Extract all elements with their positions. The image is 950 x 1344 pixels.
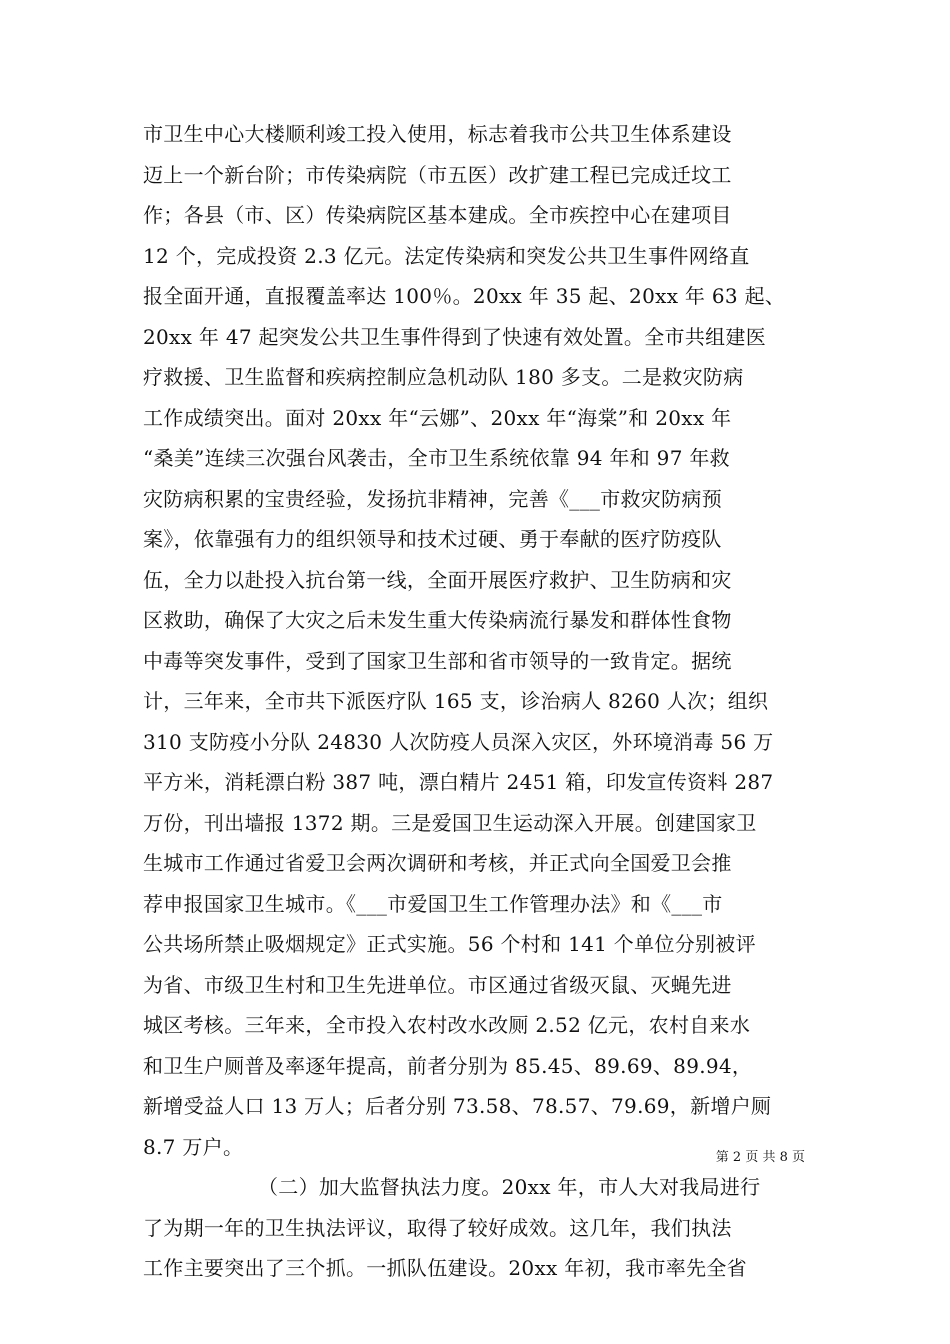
text-line: 了为期一年的卫生执法评议，取得了较好成效。这几年，我们执法 — [143, 1215, 732, 1240]
text-line: 12 个，完成投资 2.3 亿元。法定传染病和突发公共卫生事件网络直 — [143, 243, 750, 268]
text-line: 工作成绩突出。面对 20xx 年“云娜”、20xx 年“海棠”和 20xx 年 — [143, 405, 732, 430]
text-line: 伍，全力以赴投入抗台第一线，全面开展医疗救护、卫生防病和灾 — [143, 567, 732, 592]
text-line: “桑美”连续三次强台风袭击，全市卫生系统依靠 94 年和 97 年救 — [143, 446, 730, 470]
text-line: 万份，刊出墙报 1372 期。三是爱国卫生运动深入开展。创建国家卫 — [143, 810, 757, 835]
page-number: 第 2 页 共 8 页 — [715, 1150, 805, 1165]
text-line: 为省、市级卫生村和卫生先进单位。市区通过省级灭鼠、灭蝇先进 — [143, 972, 732, 997]
text-line: 市卫生中心大楼顺利竣工投入使用，标志着我市公共卫生体系建设 — [143, 122, 732, 146]
text-line: 和卫生户厕普及率逐年提高，前者分别为 85.45、89.69、89.94， — [143, 1053, 753, 1078]
text-line: 计，三年来，全市共下派医疗队 165 支，诊治病人 8260 人次；组织 — [143, 689, 769, 713]
text-line: 生城市工作通过省爱卫会两次调研和考核，并正式向全国爱卫会推 — [143, 851, 732, 875]
paragraph-heading-line: （二）加大监督执法力度。20xx 年，市人大对我局进行 — [258, 1175, 761, 1199]
text-line: 作；各县（市、区）传染病院区基本建成。全市疾控中心在建项目 — [143, 203, 732, 227]
text-line: 城区考核。三年来，全市投入农村改水改厕 2.52 亿元，农村自来水 — [143, 1013, 751, 1037]
text-line: 公共场所禁止吸烟规定》正式实施。56 个村和 141 个单位分别被评 — [143, 932, 756, 956]
text-line: 灾防病积累的宝贵经验，发扬抗非精神，完善《___市救灾防病预 — [143, 486, 722, 511]
text-line: 8.7 万户。 — [143, 1134, 244, 1159]
text-line: 报全面开通，直报覆盖率达 100％。20xx 年 35 起、20xx 年 63 起、 — [143, 284, 786, 308]
text-line: 新增受益人口 13 万人；后者分别 73.58、78.57、79.69，新增户厕 — [143, 1094, 772, 1118]
document-body — [143, 114, 807, 1289]
text-line: 荐申报国家卫生城市。《___市爱国卫生工作管理办法》和《___市 — [143, 891, 723, 916]
text-line: 区救助，确保了大灾之后未发生重大传染病流行暴发和群体性食物 — [143, 608, 732, 632]
text-line: 迈上一个新台阶；市传染病院（市五医）改扩建工程已完成迁坟工 — [143, 162, 732, 187]
text-line: 中毒等突发事件，受到了国家卫生部和省市领导的一致肯定。据统 — [143, 648, 732, 673]
text-line: 工作主要突出了三个抓。一抓队伍建设。20xx 年初，我市率先全省 — [143, 1256, 747, 1280]
text-line: 平方米，消耗漂白粉 387 吨，漂白精片 2451 箱，印发宣传资料 287 — [143, 770, 774, 794]
text-line: 疗救援、卫生监督和疾病控制应急机动队 180 多支。二是救灾防病 — [143, 365, 744, 389]
text-line: 310 支防疫小分队 24830 人次防疫人员深入灾区，外环境消毒 56 万 — [143, 729, 774, 754]
text-line: 案》，依靠强有力的组织领导和技术过硬、勇于奉献的医疗防疫队 — [143, 527, 722, 551]
text-line: 20xx 年 47 起突发公共卫生事件得到了快速有效处置。全市共组建医 — [143, 324, 767, 349]
